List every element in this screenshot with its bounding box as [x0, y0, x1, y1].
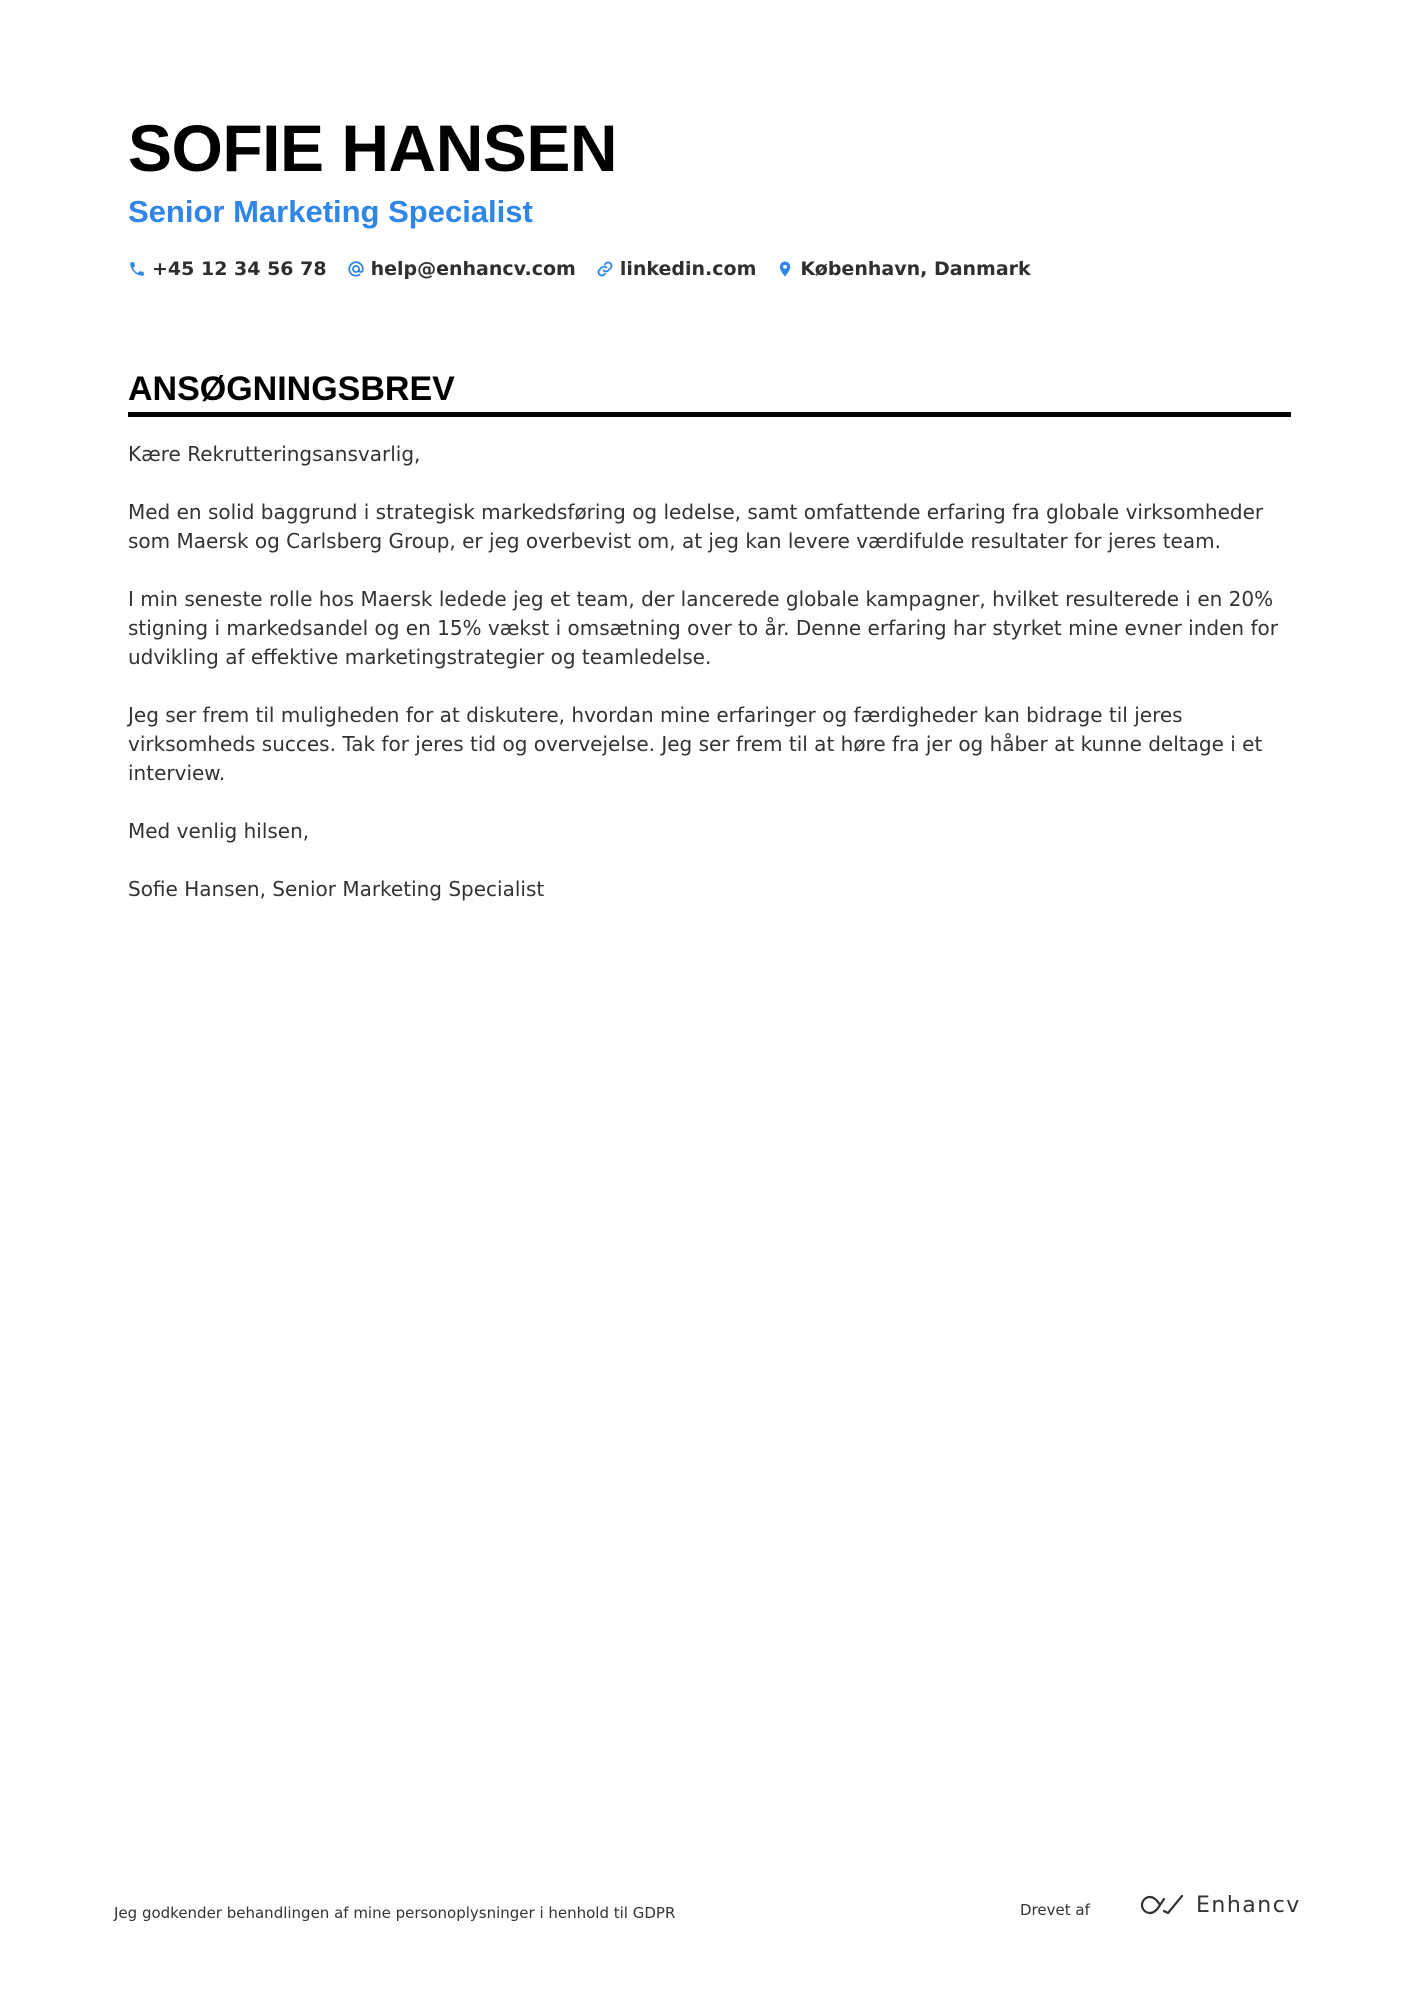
contact-email[interactable] [347, 258, 576, 280]
letter-greeting: Kære Rekrutteringsansvarlig, [128, 442, 421, 466]
letter-closing: Med venlig hilsen, [128, 819, 310, 843]
location-text: København, Danmark [800, 258, 1031, 280]
letter-signature: Sofie Hansen, Senior Marketing Specialist [128, 877, 545, 901]
contact-location [776, 258, 1030, 280]
header [128, 108, 1291, 280]
letter-paragraph-1: Med en solid baggrund i strategisk markedsføring og ledelse, samt omfattende erfaring fra globale virksomheder som Maersk og Carlsberg Group, er jeg overbevist om, at jeg kan levere værdifulde resultater for jeres team. [128, 500, 1264, 553]
section-divider [128, 412, 1291, 417]
letter-paragraph-2: I min seneste rolle hos Maersk ledede jeg et team, der lancerede globale kampagner, hvilket resulterede i en 20% stigning i markedsandel og en 15% vækst i omsætning over to år. Denne erfaring har styrket mine evner inden for udvikling af effektive marketingstrategier og teamledelse. [128, 587, 1278, 669]
cover-letter-section [128, 368, 1291, 933]
letter-paragraph-3: Jeg ser frem til muligheden for at diskutere, hvordan mine erfaringer og færdigheder kan bidrage til jeres virksomheds succes. Tak for jeres tid og overvejelse. Jeg ser frem til at høre fra jer og håber at kunne deltage i et interview. [128, 703, 1263, 785]
phone-icon [128, 260, 146, 278]
enhancv-logo[interactable] [1140, 1892, 1301, 1918]
enhancv-logo-icon [1140, 1892, 1186, 1918]
at-icon [347, 260, 365, 278]
gdpr-consent: Jeg godkender behandlingen af mine personoplysninger i henhold til GDPR [114, 1904, 676, 1922]
linkedin-text[interactable]: linkedin.com [619, 258, 757, 280]
contact-bar [128, 258, 1291, 280]
candidate-name: SOFIE HANSEN [128, 111, 618, 185]
powered-by-label: Drevet af [1020, 1901, 1090, 1919]
phone-text: +45 12 34 56 78 [152, 258, 327, 280]
enhancv-logo-text: Enhancv [1196, 1892, 1301, 1918]
candidate-title: Senior Marketing Specialist [128, 194, 533, 229]
section-title: ANSØGNINGSBREV [128, 370, 455, 408]
footer [114, 1890, 1301, 1930]
letter-body [128, 440, 1291, 904]
contact-linkedin[interactable] [596, 258, 757, 280]
map-pin-icon [776, 260, 794, 278]
contact-phone [128, 258, 327, 280]
link-icon [596, 260, 614, 278]
email-text[interactable]: help@enhancv.com [370, 258, 576, 280]
